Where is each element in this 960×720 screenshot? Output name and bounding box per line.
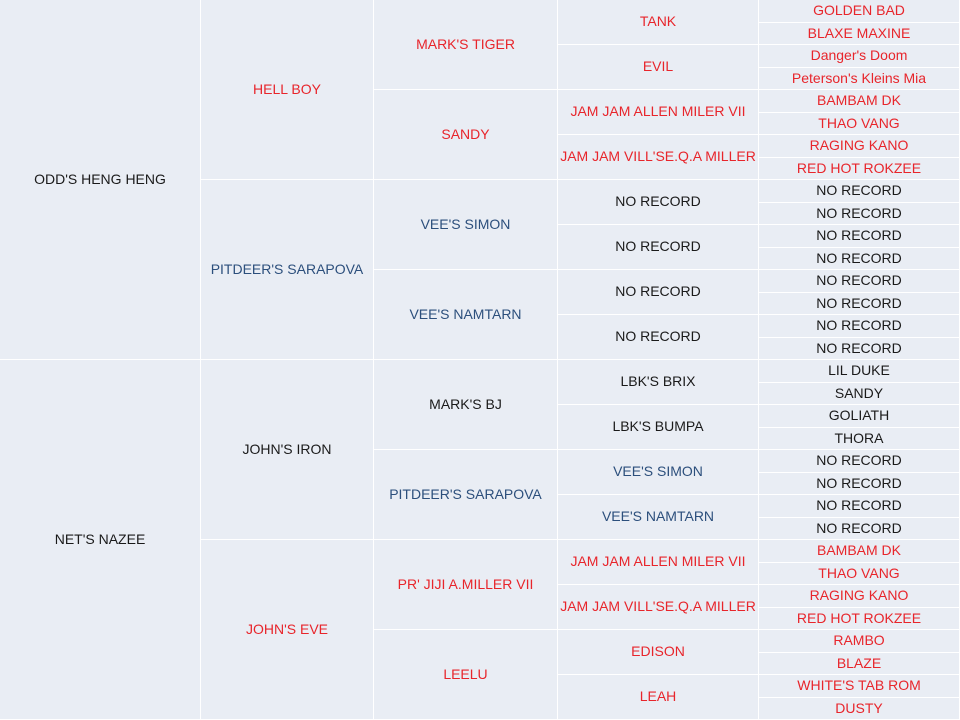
pedigree-cell-gen4: JAM JAM ALLEN MILER VII [558,540,759,585]
pedigree-cell-gen5: NO RECORD [759,338,960,361]
pedigree-cell-gen5: THAO VANG [759,113,960,136]
pedigree-cell-gen2: JOHN'S IRON [201,360,374,540]
pedigree-cell-gen5: NO RECORD [759,225,960,248]
pedigree-cell-gen1: ODD'S HENG HENG [0,0,201,360]
pedigree-cell-gen3: SANDY [374,90,558,180]
pedigree-cell-gen5: Peterson's Kleins Mia [759,68,960,91]
pedigree-cell-gen4: TANK [558,0,759,45]
pedigree-cell-gen5: BAMBAM DK [759,540,960,563]
pedigree-cell-gen5: THAO VANG [759,563,960,586]
pedigree-cell-gen5: NO RECORD [759,473,960,496]
pedigree-cell-gen4: LBK'S BUMPA [558,405,759,450]
pedigree-cell-gen5: RAMBO [759,630,960,653]
pedigree-cell-gen4: VEE'S NAMTARN [558,495,759,540]
pedigree-cell-gen5: Danger's Doom [759,45,960,68]
pedigree-cell-gen4: EDISON [558,630,759,675]
pedigree-cell-gen5: BLAZE [759,653,960,676]
pedigree-cell-gen5: NO RECORD [759,293,960,316]
pedigree-cell-gen4: NO RECORD [558,270,759,315]
pedigree-cell-gen5: RAGING KANO [759,135,960,158]
pedigree-cell-gen5: NO RECORD [759,248,960,271]
pedigree-cell-gen4: JAM JAM ALLEN MILER VII [558,90,759,135]
pedigree-cell-gen4: NO RECORD [558,225,759,270]
pedigree-cell-gen5: NO RECORD [759,450,960,473]
pedigree-cell-gen5: SANDY [759,383,960,406]
pedigree-cell-gen5: BLAXE MAXINE [759,23,960,46]
pedigree-cell-gen5: NO RECORD [759,518,960,541]
pedigree-cell-gen2: PITDEER'S SARAPOVA [201,180,374,360]
pedigree-cell-gen5: RED HOT ROKZEE [759,608,960,631]
pedigree-cell-gen5: WHITE'S TAB ROM [759,675,960,698]
pedigree-cell-gen4: JAM JAM VILL'SE.Q.A MILLER [558,585,759,630]
pedigree-cell-gen4: LEAH [558,675,759,720]
pedigree-cell-gen5: NO RECORD [759,495,960,518]
pedigree-cell-gen3: VEE'S SIMON [374,180,558,270]
pedigree-cell-gen5: THORA [759,428,960,451]
pedigree-cell-gen3: MARK'S BJ [374,360,558,450]
pedigree-cell-gen3: LEELU [374,630,558,720]
pedigree-cell-gen2: HELL BOY [201,0,374,180]
pedigree-cell-gen5: DUSTY [759,698,960,720]
pedigree-cell-gen3: PITDEER'S SARAPOVA [374,450,558,540]
pedigree-cell-gen5: BAMBAM DK [759,90,960,113]
pedigree-cell-gen5: LIL DUKE [759,360,960,383]
pedigree-cell-gen5: RAGING KANO [759,585,960,608]
pedigree-cell-gen5: GOLIATH [759,405,960,428]
pedigree-cell-gen3: VEE'S NAMTARN [374,270,558,360]
pedigree-cell-gen5: NO RECORD [759,203,960,226]
pedigree-cell-gen3: PR' JIJI A.MILLER VII [374,540,558,630]
pedigree-cell-gen4: EVIL [558,45,759,90]
pedigree-cell-gen4: VEE'S SIMON [558,450,759,495]
pedigree-cell-gen4: NO RECORD [558,180,759,225]
pedigree-cell-gen5: NO RECORD [759,315,960,338]
pedigree-cell-gen5: RED HOT ROKZEE [759,158,960,181]
pedigree-cell-gen5: NO RECORD [759,180,960,203]
pedigree-cell-gen2: JOHN'S EVE [201,540,374,720]
pedigree-cell-gen5: GOLDEN BAD [759,0,960,23]
pedigree-cell-gen4: NO RECORD [558,315,759,360]
pedigree-cell-gen4: LBK'S BRIX [558,360,759,405]
pedigree-cell-gen3: MARK'S TIGER [374,0,558,90]
pedigree-cell-gen4: JAM JAM VILL'SE.Q.A MILLER [558,135,759,180]
pedigree-cell-gen1: NET'S NAZEE [0,360,201,720]
pedigree-cell-gen5: NO RECORD [759,270,960,293]
